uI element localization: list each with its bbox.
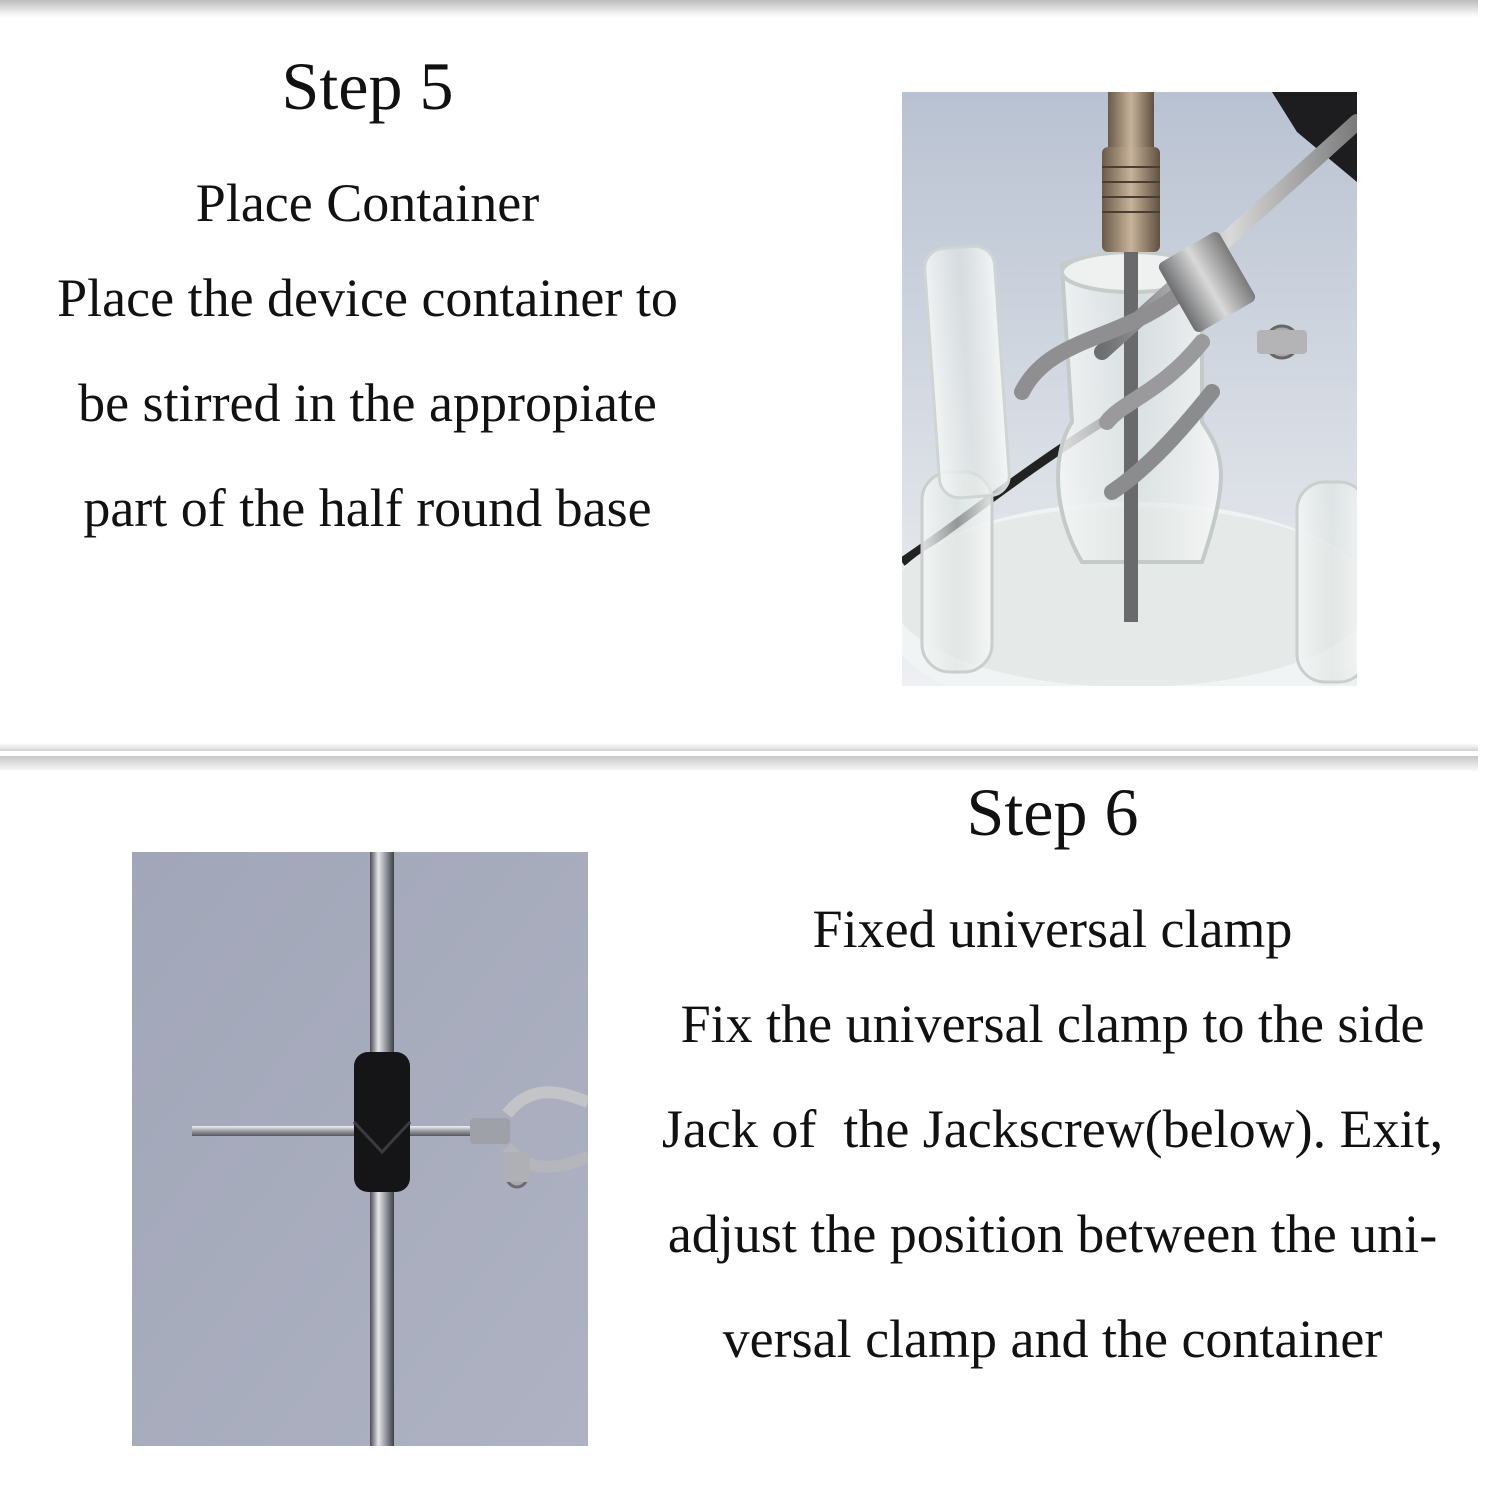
step-5-title: Step 5	[281, 48, 454, 124]
step-6-photo	[132, 852, 588, 1446]
step-6-body	[605, 972, 1500, 1392]
step-6-text	[605, 774, 1500, 1392]
top-divider	[0, 0, 1478, 18]
step-6-body-line: versal clamp and the container	[722, 1309, 1383, 1369]
step-5-body-line: Place the device container to	[57, 268, 678, 328]
step-6-body-line: Fix the universal clamp to the side	[680, 994, 1425, 1054]
step-6-title: Step 6	[966, 774, 1139, 850]
step-5-body-line: part of the half round base	[83, 478, 652, 538]
step-5-photo	[902, 92, 1357, 686]
step-6-subtitle: Fixed universal clamp	[812, 899, 1293, 959]
container-stirrer-illustration	[902, 92, 1357, 686]
step-6-body-line: Jack of the Jackscrew(below). Exit,	[661, 1099, 1444, 1159]
step-5-body-line: be stirred in the appropiate	[78, 373, 657, 433]
step-5-subtitle: Place Container	[195, 173, 540, 233]
step-5-body	[0, 246, 735, 561]
universal-clamp-illustration	[132, 852, 588, 1446]
step-5-text	[0, 48, 735, 561]
step-6-body-line: adjust the position between the uni-	[667, 1204, 1438, 1264]
section-divider-upper	[0, 743, 1478, 751]
section-divider-lower	[0, 756, 1478, 772]
